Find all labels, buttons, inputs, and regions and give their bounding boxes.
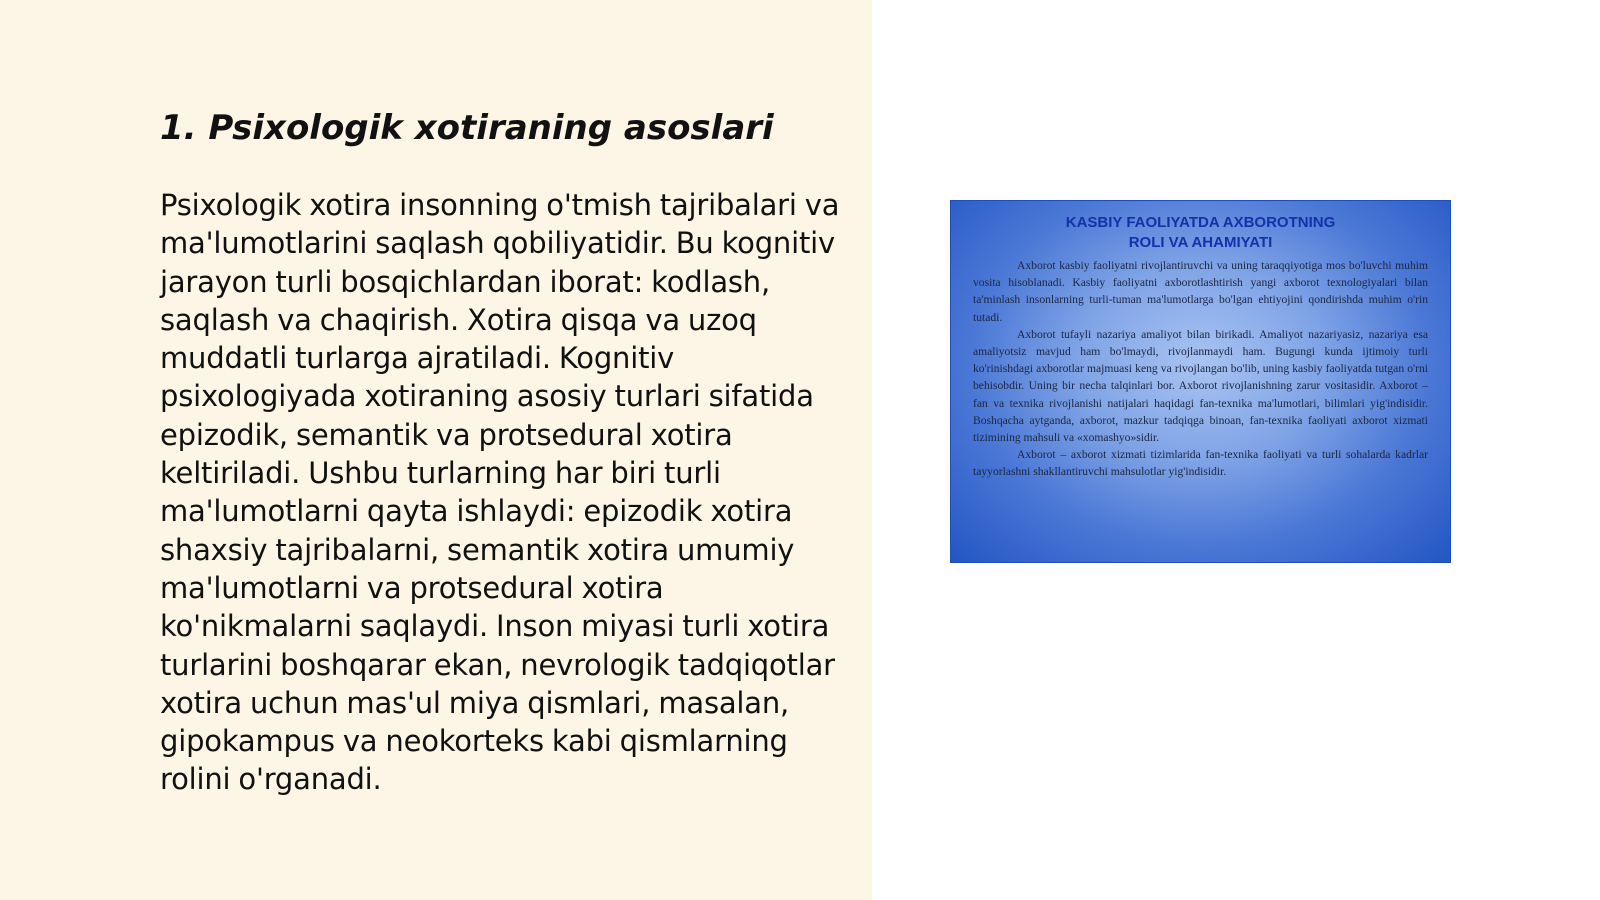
document-image-heading bbox=[951, 213, 1450, 253]
document-paragraph-1: Axborot kasbiy faoliyatni rivojlantiruvchi va uning taraqqiyotiga mos bo'luvchi muhim vosita hisoblanadi. Kasbiy faoliyatni axborotlashtirish yangi axborot texnologiyalari bilan ta'minlash insonlarning turli-tuman ma'lumotlarga bo'lgan ehtiyojini qondirishda muhim o'rin tutadi. bbox=[973, 259, 1428, 324]
slide-title: 1. Psixologik xotiraning asoslari bbox=[160, 108, 774, 148]
slide-body-text: Psixologik xotira insonning o'tmish tajribalari va ma'lumotlarini saqlash qobiliyatidir. Bu kognitiv jarayon turli bosqichlardan iborat: kodlash, saqlash va chaqirish. Xotira qisqa va uzoq muddatli turlarga ajratiladi. Kognitiv psixologiyada xotiraning asosiy turlari sifatida epizodik, semantik va protsedural xotira keltiriladi. Ushbu turlarning har biri turli ma'lumotlarni qayta ishlaydi: epizodik xotira shaxsiy tajribalarni, semantik xotira umumiy ma'lumotlarni va protsedural xotira ko'nikmalarni saqlaydi. Inson miyasi turli xotira turlarini boshqarar ekan, nevrologik tadqiqotlar xotira uchun mas'ul miya qismlari, masalan, gipokampus va neokorteks kabi qismlarning rolini o'rganadi. bbox=[160, 188, 840, 797]
document-paragraph-3: Axborot – axborot xizmati tizimlarida fan-texnika faoliyati va turli sohalarda kadrlar tayyorlashni shakllantiruvchi mahsulotlar yig'indisidir. bbox=[973, 448, 1428, 479]
document-image bbox=[950, 200, 1451, 563]
document-paragraph-2: Axborot tufayli nazariya amaliyot bilan birikadi. Amaliyot nazariyasiz, nazariya esa amaliyotsiz mavjud ham bo'lmaydi, rivojlanmaydi ham. Bugungi kunda ijtimoiy turli ko'rinishdagi axborotlar majmuasi keng va rivojlangan bo'lib, uning kasbiy faoliyatda tutgan o'rni behisobdir. Uning bir necha talqinlari bor. Axborot rivojlanishning zarur vositasidir. Axborot – fan va texnika rivojlanishi natijalari haqidagi fan-texnika ma'lumotlari, bilimlari yig'indisidir. Boshqacha aytganda, axborot, mazkur tadqiqga binoan, fan-texnika faoliyati axborot xizmati tizimining mahsuli va «xomashyo»sidir. bbox=[973, 327, 1428, 445]
document-image-text bbox=[973, 257, 1428, 481]
document-heading-line-1: KASBIY FAOLIYATDA AXBOROTNING bbox=[1065, 214, 1336, 231]
document-heading-line-2: ROLI VA AHAMIYATI bbox=[1128, 234, 1273, 251]
